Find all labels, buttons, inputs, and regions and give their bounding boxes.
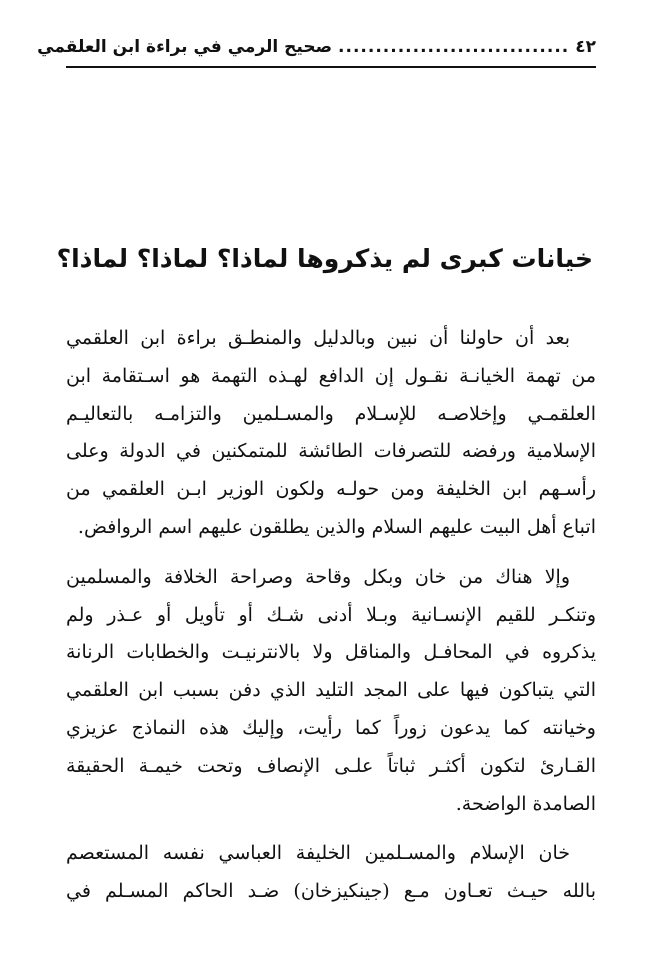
header-dots: ...............................: [338, 37, 570, 57]
paragraph-2: [66, 559, 596, 824]
text-line: التي يتباكون فيها على المجد التليد الذي دفن بسبب ابن العلقمي: [66, 679, 596, 702]
section-title: خيانات كبرى لم يذكروها لماذا؟ لماذا؟ لماذا؟: [56, 244, 593, 273]
text-line: بعد أن حاولنا أن نبين وبالدليل والمنطـق براءة ابن العلقمي: [66, 327, 571, 349]
text-line: من تهمة الخيانـة نقـول إن الدافع لهـذه التهمة هو اسـتقامة ابن: [66, 364, 596, 387]
text-line: خان الإسلام والمسـلمين الخليفة العباسي نفسه المستعصم: [66, 842, 570, 865]
text-line: الصامدة الواضحة.: [455, 792, 596, 815]
text-line: رأسـهم ابن الخليفة ومن حولـه ولكون الوزير ابـن العلقمي من: [66, 478, 596, 501]
text-line: يذكروه في المحافـل والمناقل ولا بالانترنيـت والخطابات الرنانة: [66, 641, 596, 664]
text-line: وتنكـر للقيم الإنسـانية وبـلا أدنى شـك أو تأويل أو عـذر ولم: [66, 603, 596, 626]
text-line: اتباع أهل البيت عليهم السلام والذين يطلقون عليهم اسم الروافض.: [77, 515, 596, 538]
text-line: وخيانته كما يدعون زوراً كما رأيت، وإليك هذه النماذج عزيزي: [66, 716, 596, 739]
header-rule: [66, 66, 596, 68]
text-line: بالله حيـث تعـاون مـع (جينكيزخان) ضـد الحاكم المسـلم في: [66, 880, 596, 903]
text-line: الإسلامية ورفضه للتصرفات الطائشة للمتمكنين في الدولة وعلى: [66, 440, 596, 463]
page-number: ٤٢: [575, 37, 596, 57]
paragraph-1: [66, 320, 596, 547]
text-line: العلقمـي وإخلاصـه للإسـلام والمسـلمين والتزامـه بالتعاليـم: [66, 402, 596, 425]
book-title: صحيح الرمي في براءة ابن العلقمي: [37, 37, 333, 57]
body-text: [66, 320, 596, 923]
text-line: القـارئ لتكون أكثـر ثباتاً علـى الإنصاف وتحت خيمـة الحقيقة: [66, 754, 596, 777]
text-line: وإلا هناك من خان وبكل وقاحة وصراحة الخلافة والمسلمين: [66, 565, 570, 588]
paragraph-3: [66, 835, 596, 911]
running-header: [37, 30, 596, 64]
